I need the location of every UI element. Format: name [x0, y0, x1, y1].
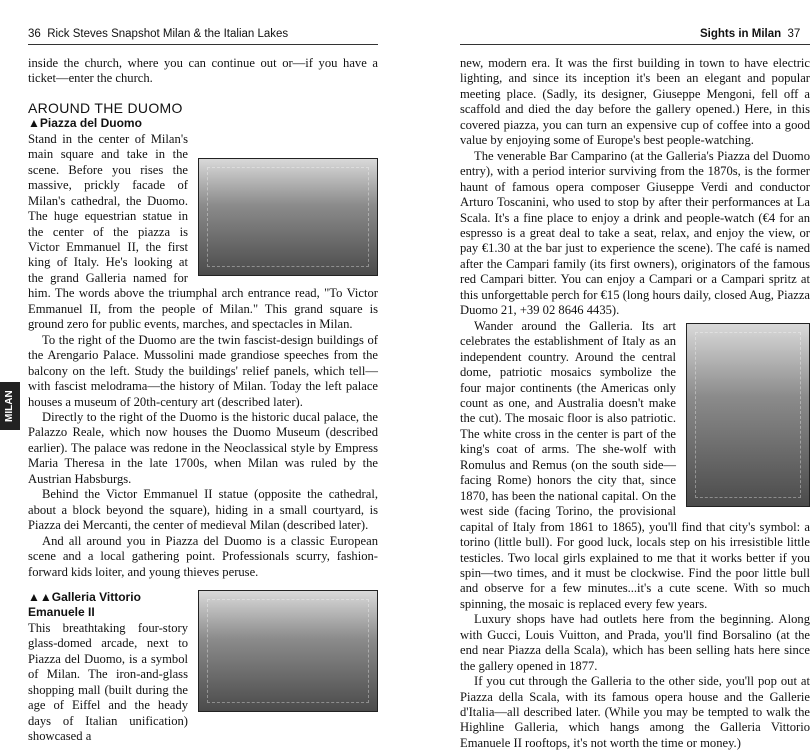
piazza-paragraph: Stand in the center of Milan's main square and take in the scene. Before you rises the massive, prickly facade of Milan's cathedral, the Duomo. The huge equestrian statue in the center of the piazza is Victor Emmanuel II, the first king of Italy. He's looking at the grand Galleria named for him. The words above the triumphal arch entrance read, "To Victor Emmanuel II, from the people of Milan." This grand square is ground zero for public events, marches, and spectacles in Milan. — [28, 131, 378, 332]
left-book-title: Rick Steves Snapshot Milan & the Italian Lakes — [47, 28, 289, 40]
left-side-tab: MILAN — [0, 382, 20, 430]
left-page — [0, 0, 405, 744]
right-section-title: Sights in Milan — [700, 28, 782, 40]
gathering-paragraph: And all around you in Piazza del Duomo is a classic European scene and a local gathering point. Professionals scurry, fashion-forward kids loiter, and young thieves peruse. — [28, 533, 378, 579]
section-heading: AROUND THE DUOMO — [28, 99, 183, 116]
galleria-interior-photo — [198, 590, 378, 712]
right-page-number: 37 — [787, 28, 801, 40]
galleria-entrance-photo — [198, 158, 378, 276]
modern-era-paragraph: new, modern era. It was the first building in town to have electric lighting, and since its inception it's been an elegant and popular meeting place. (Sadly, its designer, Giuseppe Mengoni, fell off a scaffold and died the day before the gallery opened.) Here, in this covered piazza, you can turn an expensive cup of coffee into a good value by enjoying some of Europe's best people-watching. — [460, 56, 810, 148]
right-header-rule — [460, 44, 810, 45]
wander-paragraph: Wander around the Galleria. Its art celebrates the establishment of Italy as an independent country. Around the central dome, patriotic mosaics symbolize the four major continents (the Americas only count as one, and Australia doesn't make the cut). The mosaic floor is also patriotic. The white cross in the center is part of the king's coat of arms. The she-wolf with Romulus and Remus (on the south side—facing Rome) honors the city that, since 1870, has been the national capital. On the west side (facing Torino, the provisional capital of Italy from 1861 to 1865), you'll find that city's symbol: a torino (little bull). For good luck, locals step on his irresistible little testicles. Two local girls explained to me that it works better if you spin—two times, and it must be clockwise. Find the poor little bull and observe for a few minutes...it's a cute scene. With so much spinning, the mosaic is replaced every few years. — [460, 318, 810, 611]
palazzo-reale-paragraph: Directly to the right of the Duomo is the historic ducal palace, the Palazzo Reale, which now houses the Duomo Museum (described earlier). The palace was redone in the Neoclassical style by Empress Maria Theresa in the late 1700s, when Milan was ruled by the Austrian Habsburgs. — [28, 409, 378, 486]
galleria-paragraph: This breathtaking four-story glass-domed arcade, next to Piazza del Duomo, is a symbol of Milan. The iron-and-glass shopping mall (built during the age of Eiffel and the heady days of Italian unification) showcased a — [28, 620, 188, 744]
left-header-rule — [28, 44, 378, 45]
left-page-number: 36 — [28, 28, 41, 40]
right-column — [460, 56, 810, 751]
camparino-paragraph: The venerable Bar Camparino (at the Galleria's Piazza del Duomo entry), with a period interior surviving from the 1870s, is the former haunt of famous opera composer Giuseppe Verdi and conductor Arturo Toscanini, who used to stop by after their performances at La Scala. It's a fine place to enjoy a drink and people-watch (€4 for an espresso is a great deal to take a seat, relax, and enjoy the view, or pay €1.30 at the bar just to experience the scene). The café is named after the Campari family (its first owners), originators of the famous red Campari bitter. You can enjoy a Campari or a Campari spritz at this unforgettable perch for €15 (long hours daily, closed Aug, Piazza Duomo 21, +39 02 8646 4435). — [460, 148, 810, 318]
arengario-paragraph: To the right of the Duomo are the twin fascist-design buildings of the Arengario Palace. Mussolini made grandiose speeches from the balcony on the left. Study the buildings' relief panels, which tell—with fascist melodrama—the history of Milan. Today the left palace houses a museum of 20th-century art (described later). — [28, 332, 378, 409]
piazza-scala-paragraph: If you cut through the Galleria to the other side, you'll pop out at Piazza della Scala, with its famous opera house and the Gallerie d'Italia—all described later. (While you may be tempted to walk the Highline Galleria, which hangs among the Galleria Vittorio Emanuele II rooftops, it's not worth the time or money.) — [460, 674, 810, 750]
left-column — [28, 56, 378, 744]
intro-paragraph: inside the church, where you can continue out or—if you have a ticket—enter the church. — [28, 56, 378, 86]
galleria-dome-photo — [686, 323, 810, 507]
luxury-shops-paragraph: Luxury shops have had outlets here from the beginning. Along with Gucci, Louis Vuitton, and Prada, you'll find Borsalino (at the end near Piazza della Scala), which has been selling hats here since the gallery opened in 1877. — [460, 612, 810, 673]
subheading-galleria: ▲▲Galleria Vittorio Emanuele II — [28, 589, 141, 620]
left-running-head — [28, 28, 288, 40]
subheading-piazza: ▲Piazza del Duomo — [28, 116, 142, 131]
mercanti-paragraph: Behind the Victor Emmanuel II statue (opposite the cathedral, about a block beyond the square), hiding in a small courtyard, is Piazza dei Mercanti, the center of medieval Milan (described later). — [28, 487, 378, 533]
right-running-head — [700, 28, 800, 40]
